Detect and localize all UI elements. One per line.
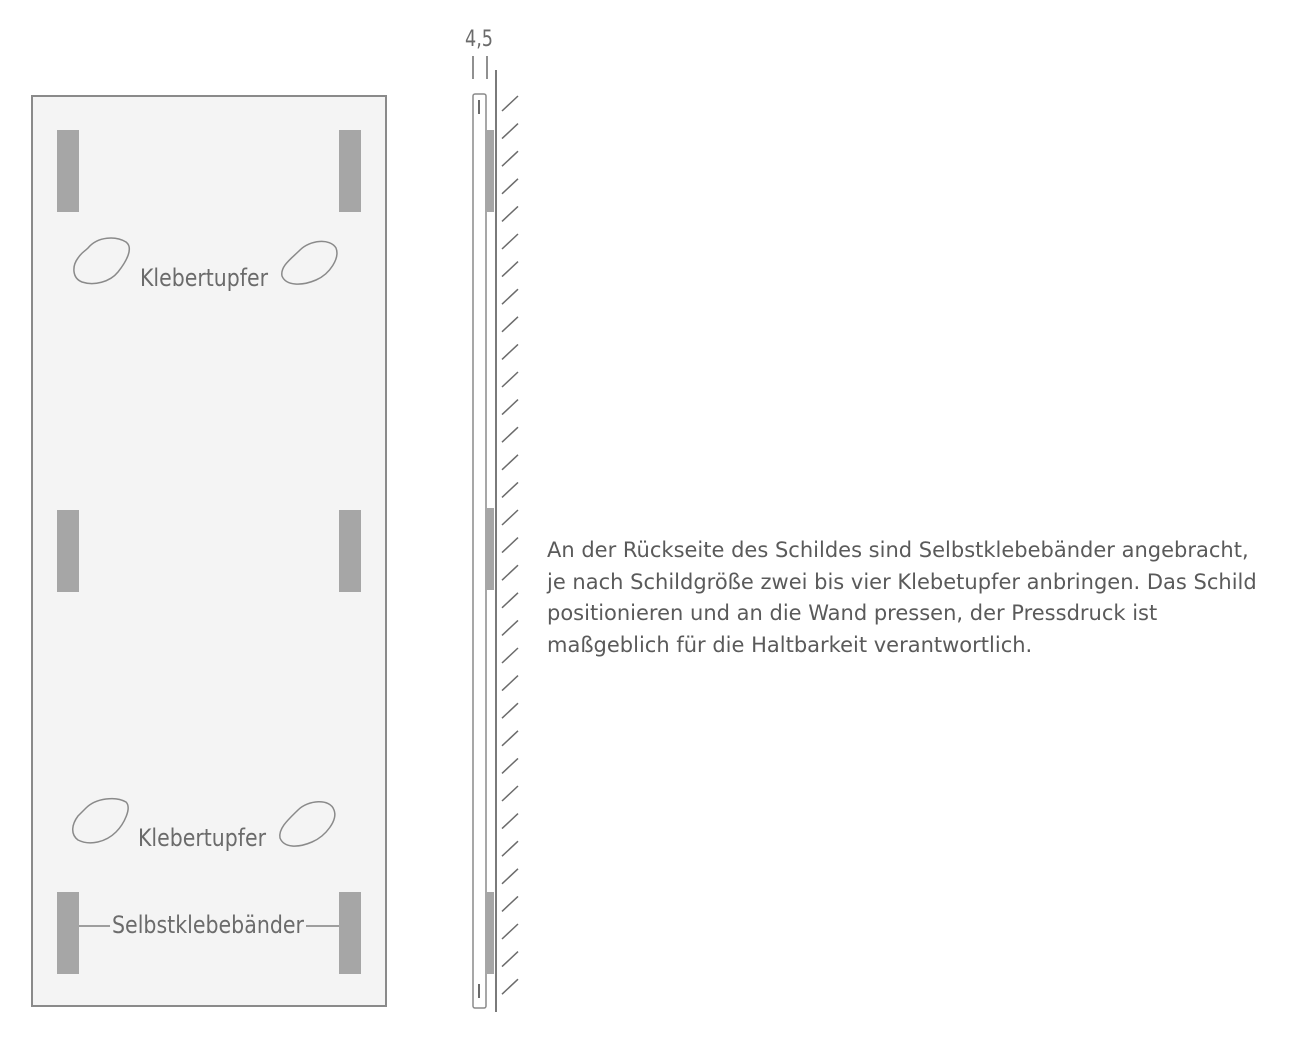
adhesive-tape-middle-right: [339, 510, 361, 592]
hatch-line: [502, 758, 518, 773]
hatch-line: [502, 565, 518, 580]
hatch-line: [502, 234, 518, 249]
hatch-line: [502, 896, 518, 911]
side-view: [465, 27, 518, 1012]
hatch-line: [502, 952, 518, 967]
adhesive-tape-middle-left: [57, 510, 79, 592]
hatch-line: [502, 427, 518, 442]
hatch-line: [502, 124, 518, 139]
hatch-line: [502, 841, 518, 856]
instruction-line-2: je nach Schildgröße zwei bis vier Klebetupfer anbringen. Das Schild: [547, 569, 1257, 594]
side-tape-middle: [486, 508, 494, 590]
adhesive-tape-bottom-left: [57, 892, 79, 974]
hatch-line: [502, 979, 518, 994]
hatch-line: [502, 455, 518, 470]
instruction-line-1: An der Rückseite des Schildes sind Selbstklebebänder angebracht,: [547, 538, 1249, 562]
hatch-line: [502, 400, 518, 415]
hatch-line: [502, 869, 518, 884]
hatch-line: [502, 289, 518, 304]
hatch-line: [502, 344, 518, 359]
sign-back-view: [32, 96, 386, 1006]
sign-panel: [32, 96, 386, 1006]
adhesive-tape-top-left: [57, 130, 79, 212]
mounting-instructions: [547, 535, 1287, 661]
hatch-line: [502, 538, 518, 553]
hatch-line: [502, 731, 518, 746]
thickness-dimension-label: 4,5: [465, 27, 493, 52]
hatch-line: [502, 262, 518, 277]
hatch-line: [502, 676, 518, 691]
side-tape-bottom: [486, 892, 494, 974]
side-tape-top: [486, 130, 494, 212]
hatch-line: [502, 593, 518, 608]
hatch-line: [502, 179, 518, 194]
adhesive-tape-bottom-right: [339, 892, 361, 974]
instruction-line-3: positionieren und an die Wand pressen, der Pressdruck ist: [547, 601, 1158, 625]
hatch-line: [502, 482, 518, 497]
hatch-line: [502, 372, 518, 387]
adhesive-tapes-label: Selbstklebebänder: [112, 911, 305, 939]
hatch-line: [502, 814, 518, 829]
hatch-line: [502, 786, 518, 801]
hatch-line: [502, 510, 518, 525]
hatch-line: [502, 151, 518, 166]
sign-profile: [473, 94, 486, 1008]
hatch-line: [502, 924, 518, 939]
hatch-line: [502, 206, 518, 221]
glue-dots-label-top: Klebertupfer: [140, 264, 269, 292]
hatch-line: [502, 620, 518, 635]
hatch-line: [502, 703, 518, 718]
instruction-line-4: maßgeblich für die Haltbarkeit verantwortlich.: [547, 632, 1033, 657]
adhesive-tape-top-right: [339, 130, 361, 212]
hatch-line: [502, 96, 518, 111]
hatch-line: [502, 317, 518, 332]
hatch-line: [502, 648, 518, 663]
glue-dots-label-bottom: Klebertupfer: [138, 824, 267, 852]
wall-hatching: [502, 96, 518, 994]
